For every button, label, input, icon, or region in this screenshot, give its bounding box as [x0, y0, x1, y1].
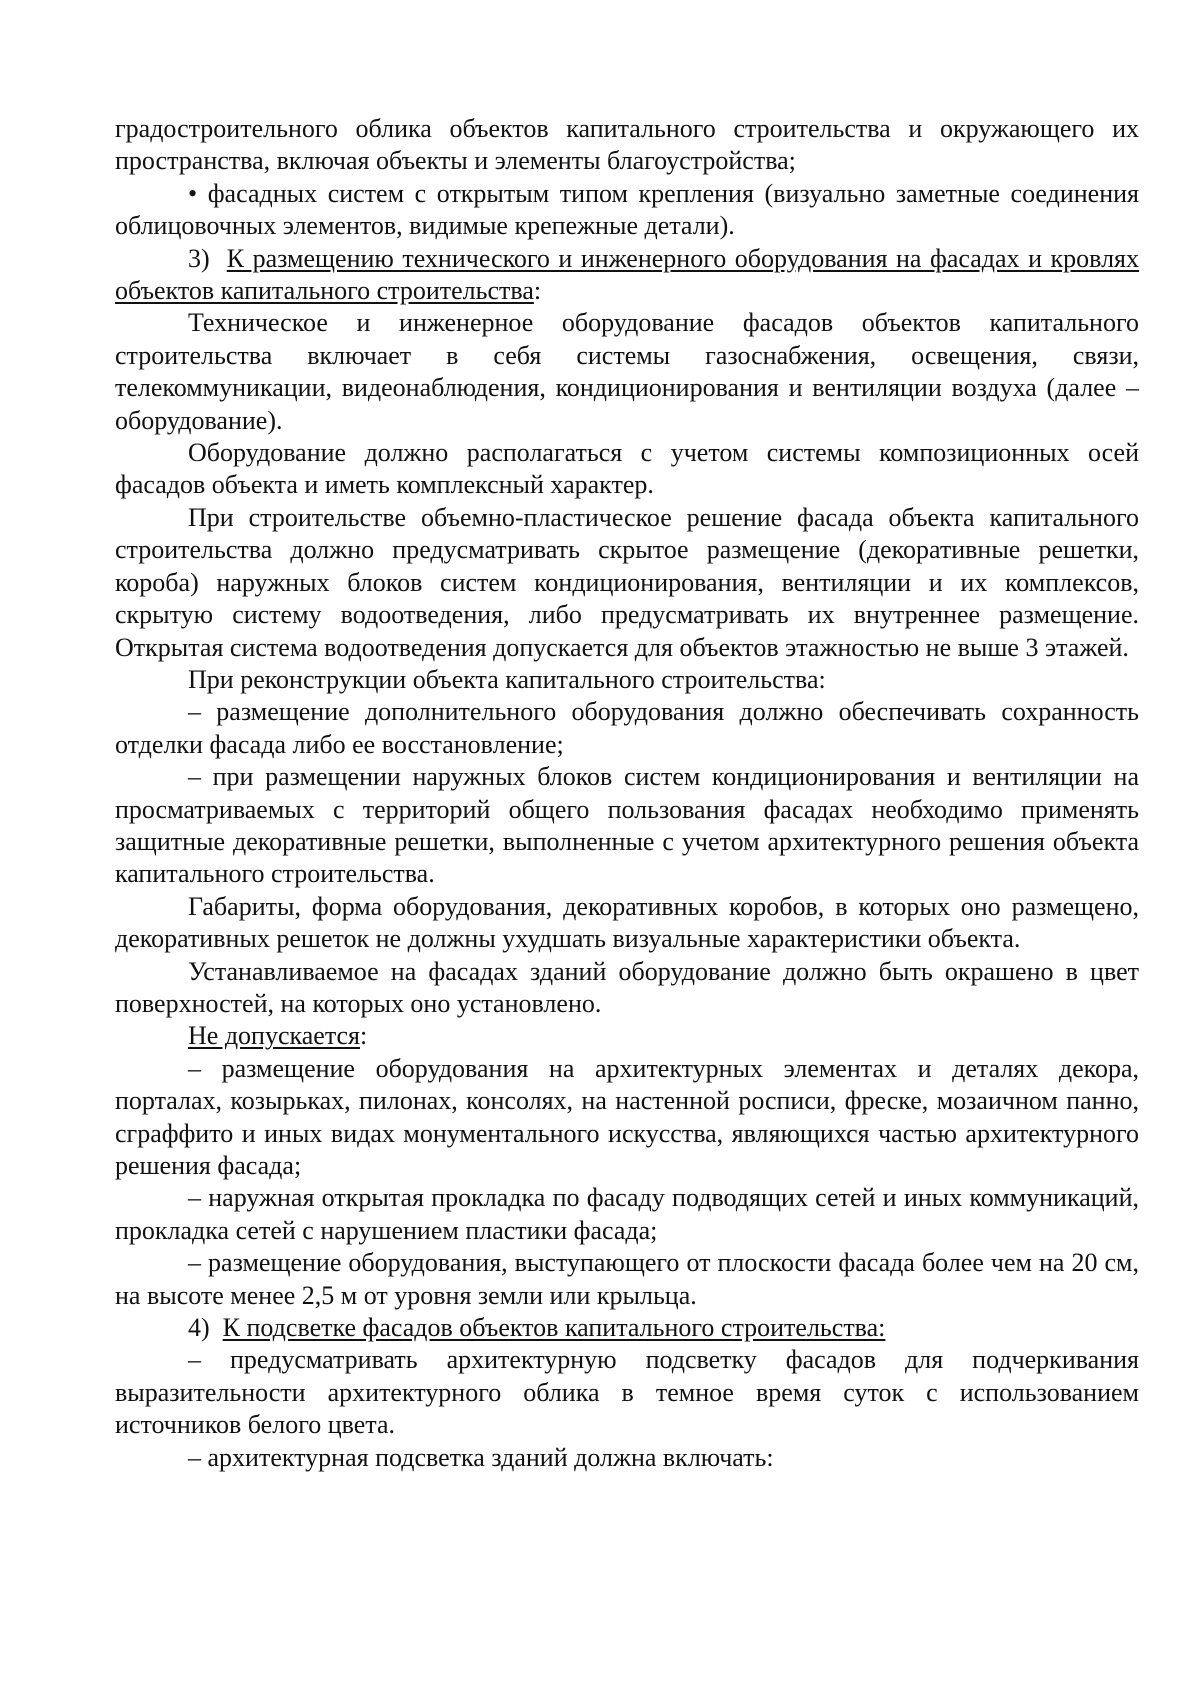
section-title: К подсветке фасадов объектов капитального строительства: [222, 1313, 886, 1343]
list-item-protrusion: – размещение оборудования, выступающего от плоскости фасада более чем на 20 см, на высоте менее 2,5 м от уровня земли или крыльца. [115, 1248, 1139, 1310]
list-item-open-networks: – наружная открытая прокладка по фасаду подводящих сетей и иных коммуникаций, прокладка сетей с нарушением пластики фасада; [115, 1183, 1139, 1245]
section-title: К размещению технического и инженерного оборудования на фасадах и кровлях объектов капитального строительства [115, 243, 1140, 306]
list-item-protective-grilles: – при размещении наружных блоков систем кондиционирования и вентиляции на просматриваемых с территорий общего пользования фасадах необходимо применять защитные декоративные решетки, выполненные с учетом архитектурного решения объекта капитального строительства. [115, 762, 1139, 889]
paragraph-continuation: градостроительного облика объектов капитального строительства и окружающего их пространства, включая объекты и элементы благоустройства; [115, 114, 1139, 176]
paragraph-reconstruction: При реконструкции объекта капитального строительства: [188, 664, 826, 694]
list-item-decor-elements: – размещение оборудования на архитектурных элементах и деталях декора, порталах, козырьках, пилонах, консолях, на настенной росписи, фреске, мозаичном панно, сграффито и иных видах монументального искусства, являющихся частью архитектурного решения фасада; [115, 1053, 1139, 1180]
list-item-lighting-includes: – архитектурная подсветка зданий должна включать: [188, 1442, 774, 1472]
list-item-facade-systems: • фасадных систем с открытым типом крепления (визуально заметные соединения облицовочных элементов, видимые крепежные детали). [115, 178, 1139, 241]
section-title-tail: : [533, 276, 542, 306]
paragraph-construction: При строительстве объемно-пластическое решение фасада объекта капитального строительства должно предусматривать скрытое размещение (декоративные решетки, короба) наружных блоков систем кондиционирования, вентиляции и их комплексов, скрытую систему водоотведения, либо предусматривать их внутреннее размещение. Открытая система водоотведения допускается для объектов этажностью не выше 3 этажей. [115, 502, 1139, 662]
heading-not-allowed-text: Не допускается [188, 1021, 360, 1051]
section-number: 4) [188, 1313, 210, 1343]
paragraph-composition-axes: Оборудование должно располагаться с учетом системы композиционных осей фасадов объекта и иметь комплексный характер. [115, 438, 1139, 500]
list-item-finish-preservation: – размещение дополнительного оборудования должно обеспечивать сохранность отделки фасада либо ее восстановление; [115, 697, 1139, 759]
section-heading-equipment [115, 243, 1139, 308]
section-number: 3) [188, 243, 210, 273]
paragraph-equipment-definition: Техническое и инженерное оборудование фасадов объектов капитального строительства включает в себя системы газоснабжения, освещения, связи, телекоммуникации, видеонаблюдения, кондиционирования и вентиляции воздуха (далее – оборудование). [115, 308, 1139, 435]
heading-not-allowed [115, 1020, 1139, 1052]
paragraph-coloring: Устанавливаемое на фасадах зданий оборудование должно быть окрашено в цвет поверхностей, на которых оно установлено. [115, 956, 1139, 1018]
paragraph-dimensions: Габариты, форма оборудования, декоративных коробов, в которых оно размещено, декоративных решеток не должны ухудшать визуальные характеристики объекта. [115, 891, 1139, 954]
document-body [115, 113, 1139, 1474]
list-item-architectural-lighting: – предусматривать архитектурную подсветку фасадов для подчеркивания выразительности архитектурного облика в темное время суток с использованием источников белого цвета. [115, 1345, 1139, 1440]
heading-not-allowed-tail: : [360, 1021, 368, 1051]
section-heading-lighting [115, 1312, 1139, 1344]
